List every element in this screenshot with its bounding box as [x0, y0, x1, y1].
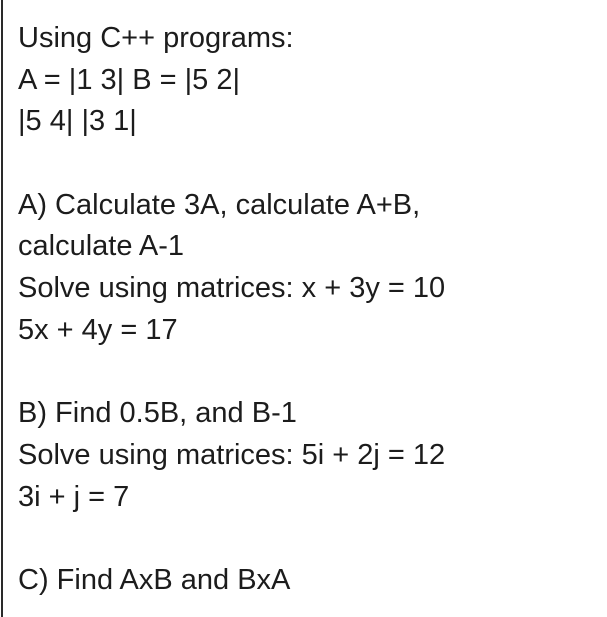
- part-a-equation-2: 5x + 4y = 17: [18, 313, 178, 346]
- matrix-row-1: A = |1 3| B = |5 2|: [18, 63, 241, 96]
- blank-line: [18, 143, 598, 185]
- part-c-line: C) Find AxB and BxA: [18, 563, 291, 596]
- part-b-equation-1: Solve using matrices: 5i + 2j = 12: [18, 438, 446, 471]
- blank-line: [18, 518, 598, 560]
- blank-line: [18, 352, 598, 394]
- intro-line: Using C++ programs:: [18, 22, 294, 54]
- matrix-row-2: |5 4| |3 1|: [18, 105, 137, 138]
- part-a-equation-1: Solve using matrices: x + 3y = 10: [18, 272, 446, 305]
- part-b-line-1: B) Find 0.5B, and B-1: [18, 397, 297, 430]
- part-b-equation-2: 3i + j = 7: [18, 480, 130, 513]
- part-a-line-1: A) Calculate 3A, calculate A+B,: [18, 188, 421, 221]
- left-border-line: [1, 0, 3, 617]
- problem-text: [18, 18, 598, 602]
- part-a-line-2: calculate A-1: [18, 230, 185, 263]
